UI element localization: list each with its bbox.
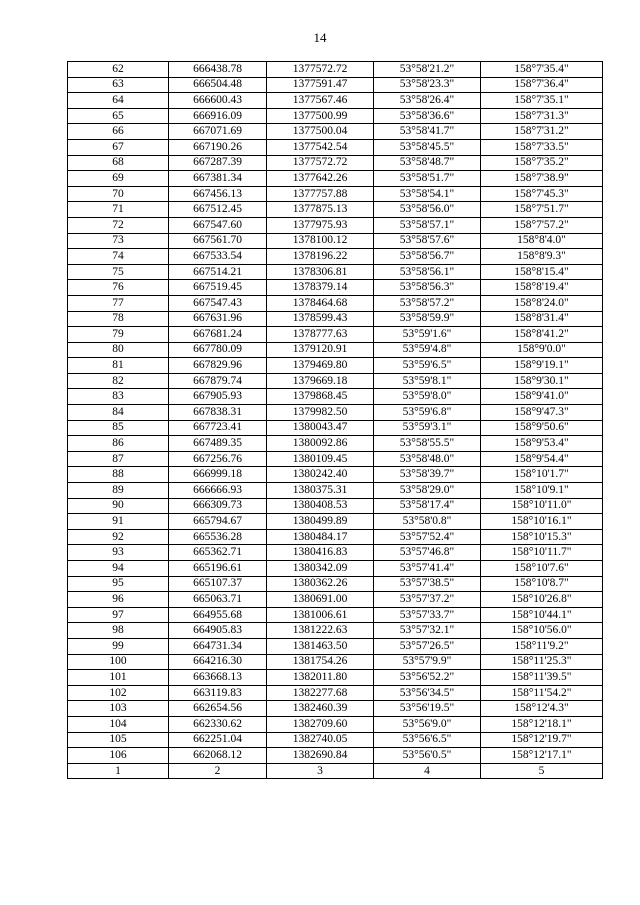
y-coordinate-cell: 1378196.22	[267, 249, 374, 265]
y-coordinate-cell: 1379669.18	[267, 373, 374, 389]
latitude-cell: 53°57'26.5"	[374, 638, 481, 654]
latitude-cell: 53°58'36.6"	[374, 108, 481, 124]
point-number-cell: 62	[68, 62, 169, 78]
y-coordinate-cell: 1382690.84	[267, 748, 374, 764]
longitude-cell: 158°10'11.0"	[481, 498, 603, 514]
longitude-cell: 158°10'15.3"	[481, 529, 603, 545]
x-coordinate-cell: 664731.34	[169, 638, 267, 654]
x-coordinate-cell: 663119.83	[169, 685, 267, 701]
latitude-cell: 53°57'33.7"	[374, 607, 481, 623]
y-coordinate-cell: 1381222.63	[267, 623, 374, 639]
point-number-cell: 91	[68, 514, 169, 530]
y-coordinate-cell: 1382709.60	[267, 716, 374, 732]
x-coordinate-cell: 667519.45	[169, 280, 267, 296]
latitude-cell: 53°57'37.2"	[374, 592, 481, 608]
latitude-cell: 53°58'45.5"	[374, 139, 481, 155]
y-coordinate-cell: 1382740.05	[267, 732, 374, 748]
point-number-cell: 104	[68, 716, 169, 732]
table-row	[68, 576, 603, 592]
point-number-cell: 90	[68, 498, 169, 514]
longitude-cell: 158°11'25.3"	[481, 654, 603, 670]
longitude-cell: 158°10'26.8"	[481, 592, 603, 608]
point-number-cell: 83	[68, 389, 169, 405]
point-number-cell: 105	[68, 732, 169, 748]
y-coordinate-cell: 1379120.91	[267, 342, 374, 358]
x-coordinate-cell: 667780.09	[169, 342, 267, 358]
x-coordinate-cell: 663668.13	[169, 670, 267, 686]
y-coordinate-cell: 1382277.68	[267, 685, 374, 701]
point-number-cell: 75	[68, 264, 169, 280]
longitude-cell: 158°10'16.1"	[481, 514, 603, 530]
longitude-cell: 158°9'30.1"	[481, 373, 603, 389]
table-row	[68, 124, 603, 140]
latitude-cell: 53°56'0.5"	[374, 748, 481, 764]
y-coordinate-cell: 1378599.43	[267, 311, 374, 327]
longitude-cell: 158°9'41.0"	[481, 389, 603, 405]
table-body	[68, 62, 603, 779]
point-number-cell: 65	[68, 108, 169, 124]
latitude-cell: 53°58'26.4"	[374, 93, 481, 109]
point-number-cell: 73	[68, 233, 169, 249]
latitude-cell: 53°58'54.1"	[374, 186, 481, 202]
table-row	[68, 420, 603, 436]
table-row	[68, 607, 603, 623]
longitude-cell: 158°12'19.7"	[481, 732, 603, 748]
longitude-cell: 158°10'11.7"	[481, 545, 603, 561]
latitude-cell: 53°58'48.7"	[374, 155, 481, 171]
table-row	[68, 701, 603, 717]
y-coordinate-cell: 1377567.46	[267, 93, 374, 109]
x-coordinate-cell: 666309.73	[169, 498, 267, 514]
table-row	[68, 358, 603, 374]
table-row	[68, 295, 603, 311]
latitude-cell: 53°58'51.7"	[374, 171, 481, 187]
point-number-cell: 89	[68, 483, 169, 499]
y-coordinate-cell: 1381754.26	[267, 654, 374, 670]
latitude-cell: 53°57'41.4"	[374, 561, 481, 577]
latitude-cell: 53°59'6.8"	[374, 405, 481, 421]
y-coordinate-cell: 1377875.13	[267, 202, 374, 218]
y-coordinate-cell: 1377591.47	[267, 77, 374, 93]
longitude-cell: 158°9'53.4"	[481, 436, 603, 452]
longitude-cell: 158°11'39.5"	[481, 670, 603, 686]
longitude-cell: 158°8'31.4"	[481, 311, 603, 327]
longitude-cell: 158°7'38.9"	[481, 171, 603, 187]
x-coordinate-cell: 666666.93	[169, 483, 267, 499]
x-coordinate-cell: 667287.39	[169, 155, 267, 171]
y-coordinate-cell: 1377572.72	[267, 62, 374, 78]
point-number-cell: 64	[68, 93, 169, 109]
table-row	[68, 732, 603, 748]
y-coordinate-cell: 1378379.14	[267, 280, 374, 296]
table-row	[68, 249, 603, 265]
point-number-cell: 95	[68, 576, 169, 592]
longitude-cell: 158°10'1.7"	[481, 467, 603, 483]
latitude-cell: 53°58'56.0"	[374, 202, 481, 218]
table-row	[68, 483, 603, 499]
x-coordinate-cell: 665196.61	[169, 561, 267, 577]
longitude-cell: 158°9'54.4"	[481, 451, 603, 467]
longitude-cell: 158°7'31.3"	[481, 108, 603, 124]
point-number-cell: 106	[68, 748, 169, 764]
y-coordinate-cell: 1380092.86	[267, 436, 374, 452]
x-coordinate-cell: 666504.48	[169, 77, 267, 93]
longitude-cell: 158°9'19.1"	[481, 358, 603, 374]
latitude-cell: 53°56'19.5"	[374, 701, 481, 717]
longitude-cell: 158°7'33.5"	[481, 139, 603, 155]
longitude-cell: 158°8'15.4"	[481, 264, 603, 280]
x-coordinate-cell: 667631.96	[169, 311, 267, 327]
y-coordinate-cell: 1377542.54	[267, 139, 374, 155]
table-row	[68, 623, 603, 639]
longitude-cell: 158°8'24.0"	[481, 295, 603, 311]
y-coordinate-cell: 1377572.72	[267, 155, 374, 171]
y-coordinate-cell: 1382460.39	[267, 701, 374, 717]
x-coordinate-cell: 665794.67	[169, 514, 267, 530]
x-coordinate-cell: 667489.35	[169, 436, 267, 452]
longitude-cell: 158°12'4.3"	[481, 701, 603, 717]
column-number-cell: 3	[267, 763, 374, 779]
y-coordinate-cell: 1377975.93	[267, 217, 374, 233]
y-coordinate-cell: 1380499.89	[267, 514, 374, 530]
longitude-cell: 158°7'45.3"	[481, 186, 603, 202]
table-row	[68, 202, 603, 218]
y-coordinate-cell: 1377642.26	[267, 171, 374, 187]
table-row	[68, 405, 603, 421]
point-number-cell: 71	[68, 202, 169, 218]
table-row	[68, 373, 603, 389]
x-coordinate-cell: 662251.04	[169, 732, 267, 748]
table-row	[68, 592, 603, 608]
longitude-cell: 158°10'9.1"	[481, 483, 603, 499]
longitude-cell: 158°10'56.0"	[481, 623, 603, 639]
point-number-cell: 96	[68, 592, 169, 608]
x-coordinate-cell: 666999.18	[169, 467, 267, 483]
longitude-cell: 158°7'36.4"	[481, 77, 603, 93]
y-coordinate-cell: 1380416.83	[267, 545, 374, 561]
latitude-cell: 53°59'1.6"	[374, 327, 481, 343]
latitude-cell: 53°58'57.6"	[374, 233, 481, 249]
page-number: 14	[313, 30, 327, 45]
x-coordinate-cell: 667547.43	[169, 295, 267, 311]
y-coordinate-cell: 1380484.17	[267, 529, 374, 545]
latitude-cell: 53°59'4.8"	[374, 342, 481, 358]
point-number-cell: 84	[68, 405, 169, 421]
latitude-cell: 53°58'48.0"	[374, 451, 481, 467]
column-number-row	[68, 763, 603, 779]
point-number-cell: 94	[68, 561, 169, 577]
latitude-cell: 53°58'59.9"	[374, 311, 481, 327]
point-number-cell: 80	[68, 342, 169, 358]
point-number-cell: 100	[68, 654, 169, 670]
x-coordinate-cell: 667514.21	[169, 264, 267, 280]
point-number-cell: 63	[68, 77, 169, 93]
point-number-cell: 76	[68, 280, 169, 296]
y-coordinate-cell: 1380375.31	[267, 483, 374, 499]
table-row	[68, 217, 603, 233]
table-row	[68, 685, 603, 701]
table-row	[68, 545, 603, 561]
point-number-cell: 72	[68, 217, 169, 233]
y-coordinate-cell: 1380242.40	[267, 467, 374, 483]
longitude-cell: 158°7'35.1"	[481, 93, 603, 109]
longitude-cell: 158°8'19.4"	[481, 280, 603, 296]
point-number-cell: 78	[68, 311, 169, 327]
table-row	[68, 280, 603, 296]
y-coordinate-cell: 1380043.47	[267, 420, 374, 436]
x-coordinate-cell: 667533.54	[169, 249, 267, 265]
x-coordinate-cell: 665362.71	[169, 545, 267, 561]
longitude-cell: 158°7'35.2"	[481, 155, 603, 171]
table-row	[68, 77, 603, 93]
latitude-cell: 53°59'3.1"	[374, 420, 481, 436]
longitude-cell: 158°8'4.0"	[481, 233, 603, 249]
point-number-cell: 81	[68, 358, 169, 374]
x-coordinate-cell: 665107.37	[169, 576, 267, 592]
longitude-cell: 158°12'17.1"	[481, 748, 603, 764]
y-coordinate-cell: 1379469.80	[267, 358, 374, 374]
x-coordinate-cell: 662654.56	[169, 701, 267, 717]
coordinates-table	[67, 61, 603, 779]
x-coordinate-cell: 665536.28	[169, 529, 267, 545]
x-coordinate-cell: 667905.93	[169, 389, 267, 405]
table-row	[68, 311, 603, 327]
longitude-cell: 158°12'18.1"	[481, 716, 603, 732]
point-number-cell: 98	[68, 623, 169, 639]
y-coordinate-cell: 1380691.00	[267, 592, 374, 608]
point-number-cell: 103	[68, 701, 169, 717]
point-number-cell: 86	[68, 436, 169, 452]
point-number-cell: 82	[68, 373, 169, 389]
point-number-cell: 87	[68, 451, 169, 467]
point-number-cell: 79	[68, 327, 169, 343]
y-coordinate-cell: 1378100.12	[267, 233, 374, 249]
x-coordinate-cell: 667879.74	[169, 373, 267, 389]
x-coordinate-cell: 667547.60	[169, 217, 267, 233]
point-number-cell: 68	[68, 155, 169, 171]
table-row	[68, 467, 603, 483]
y-coordinate-cell: 1381006.61	[267, 607, 374, 623]
y-coordinate-cell: 1380342.09	[267, 561, 374, 577]
latitude-cell: 53°58'57.1"	[374, 217, 481, 233]
latitude-cell: 53°58'21.2"	[374, 62, 481, 78]
latitude-cell: 53°57'9.9"	[374, 654, 481, 670]
longitude-cell: 158°7'57.2"	[481, 217, 603, 233]
longitude-cell: 158°10'44.1"	[481, 607, 603, 623]
table-row	[68, 498, 603, 514]
latitude-cell: 53°58'56.3"	[374, 280, 481, 296]
y-coordinate-cell: 1377500.99	[267, 108, 374, 124]
table-row	[68, 514, 603, 530]
longitude-cell: 158°11'9.2"	[481, 638, 603, 654]
table-row	[68, 264, 603, 280]
y-coordinate-cell: 1377757.88	[267, 186, 374, 202]
point-number-cell: 88	[68, 467, 169, 483]
x-coordinate-cell: 666600.43	[169, 93, 267, 109]
point-number-cell: 92	[68, 529, 169, 545]
x-coordinate-cell: 664955.68	[169, 607, 267, 623]
table-row	[68, 748, 603, 764]
y-coordinate-cell: 1380109.45	[267, 451, 374, 467]
y-coordinate-cell: 1379982.50	[267, 405, 374, 421]
table-row	[68, 451, 603, 467]
table-row	[68, 716, 603, 732]
table-row	[68, 670, 603, 686]
table-row	[68, 186, 603, 202]
x-coordinate-cell: 667829.96	[169, 358, 267, 374]
latitude-cell: 53°58'29.0"	[374, 483, 481, 499]
longitude-cell: 158°7'51.7"	[481, 202, 603, 218]
point-number-cell: 67	[68, 139, 169, 155]
latitude-cell: 53°58'23.3"	[374, 77, 481, 93]
latitude-cell: 53°59'6.5"	[374, 358, 481, 374]
longitude-cell: 158°9'50.6"	[481, 420, 603, 436]
x-coordinate-cell: 662068.12	[169, 748, 267, 764]
table-row	[68, 561, 603, 577]
y-coordinate-cell: 1380362.26	[267, 576, 374, 592]
table-row	[68, 342, 603, 358]
x-coordinate-cell: 664905.83	[169, 623, 267, 639]
x-coordinate-cell: 667838.31	[169, 405, 267, 421]
latitude-cell: 53°58'0.8"	[374, 514, 481, 530]
longitude-cell: 158°8'41.2"	[481, 327, 603, 343]
x-coordinate-cell: 667071.69	[169, 124, 267, 140]
column-number-cell: 4	[374, 763, 481, 779]
x-coordinate-cell: 667256.76	[169, 451, 267, 467]
x-coordinate-cell: 667456.13	[169, 186, 267, 202]
latitude-cell: 53°56'52.2"	[374, 670, 481, 686]
latitude-cell: 53°58'56.1"	[374, 264, 481, 280]
latitude-cell: 53°58'41.7"	[374, 124, 481, 140]
latitude-cell: 53°57'52.4"	[374, 529, 481, 545]
latitude-cell: 53°58'55.5"	[374, 436, 481, 452]
longitude-cell: 158°7'31.2"	[481, 124, 603, 140]
point-number-cell: 69	[68, 171, 169, 187]
latitude-cell: 53°59'8.1"	[374, 373, 481, 389]
point-number-cell: 74	[68, 249, 169, 265]
point-number-cell: 66	[68, 124, 169, 140]
longitude-cell: 158°10'8.7"	[481, 576, 603, 592]
point-number-cell: 85	[68, 420, 169, 436]
x-coordinate-cell: 665063.71	[169, 592, 267, 608]
table-row	[68, 436, 603, 452]
x-coordinate-cell: 667681.24	[169, 327, 267, 343]
column-number-cell: 1	[68, 763, 169, 779]
x-coordinate-cell: 667190.26	[169, 139, 267, 155]
latitude-cell: 53°58'39.7"	[374, 467, 481, 483]
longitude-cell: 158°10'7.6"	[481, 561, 603, 577]
table-row	[68, 638, 603, 654]
column-number-cell: 2	[169, 763, 267, 779]
table-row	[68, 654, 603, 670]
x-coordinate-cell: 667381.34	[169, 171, 267, 187]
point-number-cell: 77	[68, 295, 169, 311]
x-coordinate-cell: 667723.41	[169, 420, 267, 436]
longitude-cell: 158°8'9.3"	[481, 249, 603, 265]
table-row	[68, 108, 603, 124]
y-coordinate-cell: 1378777.63	[267, 327, 374, 343]
latitude-cell: 53°58'57.2"	[374, 295, 481, 311]
latitude-cell: 53°57'38.5"	[374, 576, 481, 592]
y-coordinate-cell: 1378464.68	[267, 295, 374, 311]
table-row	[68, 389, 603, 405]
latitude-cell: 53°56'9.0"	[374, 716, 481, 732]
table-row	[68, 529, 603, 545]
point-number-cell: 70	[68, 186, 169, 202]
table-row	[68, 233, 603, 249]
x-coordinate-cell: 666438.78	[169, 62, 267, 78]
x-coordinate-cell: 662330.62	[169, 716, 267, 732]
latitude-cell: 53°57'46.8"	[374, 545, 481, 561]
point-number-cell: 102	[68, 685, 169, 701]
point-number-cell: 101	[68, 670, 169, 686]
point-number-cell: 99	[68, 638, 169, 654]
latitude-cell: 53°59'8.0"	[374, 389, 481, 405]
x-coordinate-cell: 664216.30	[169, 654, 267, 670]
x-coordinate-cell: 666916.09	[169, 108, 267, 124]
table-row	[68, 93, 603, 109]
y-coordinate-cell: 1380408.53	[267, 498, 374, 514]
y-coordinate-cell: 1382011.80	[267, 670, 374, 686]
latitude-cell: 53°56'34.5"	[374, 685, 481, 701]
y-coordinate-cell: 1379868.45	[267, 389, 374, 405]
point-number-cell: 93	[68, 545, 169, 561]
table-row	[68, 139, 603, 155]
x-coordinate-cell: 667512.45	[169, 202, 267, 218]
column-number-cell: 5	[481, 763, 603, 779]
table-row	[68, 62, 603, 78]
longitude-cell: 158°11'54.2"	[481, 685, 603, 701]
y-coordinate-cell: 1381463.50	[267, 638, 374, 654]
longitude-cell: 158°7'35.4"	[481, 62, 603, 78]
latitude-cell: 53°58'17.4"	[374, 498, 481, 514]
longitude-cell: 158°9'47.3"	[481, 405, 603, 421]
latitude-cell: 53°58'56.7"	[374, 249, 481, 265]
latitude-cell: 53°57'32.1"	[374, 623, 481, 639]
table-row	[68, 155, 603, 171]
latitude-cell: 53°56'6.5"	[374, 732, 481, 748]
point-number-cell: 97	[68, 607, 169, 623]
table-row	[68, 171, 603, 187]
x-coordinate-cell: 667561.70	[169, 233, 267, 249]
longitude-cell: 158°9'0.0"	[481, 342, 603, 358]
table-row	[68, 327, 603, 343]
y-coordinate-cell: 1378306.81	[267, 264, 374, 280]
y-coordinate-cell: 1377500.04	[267, 124, 374, 140]
